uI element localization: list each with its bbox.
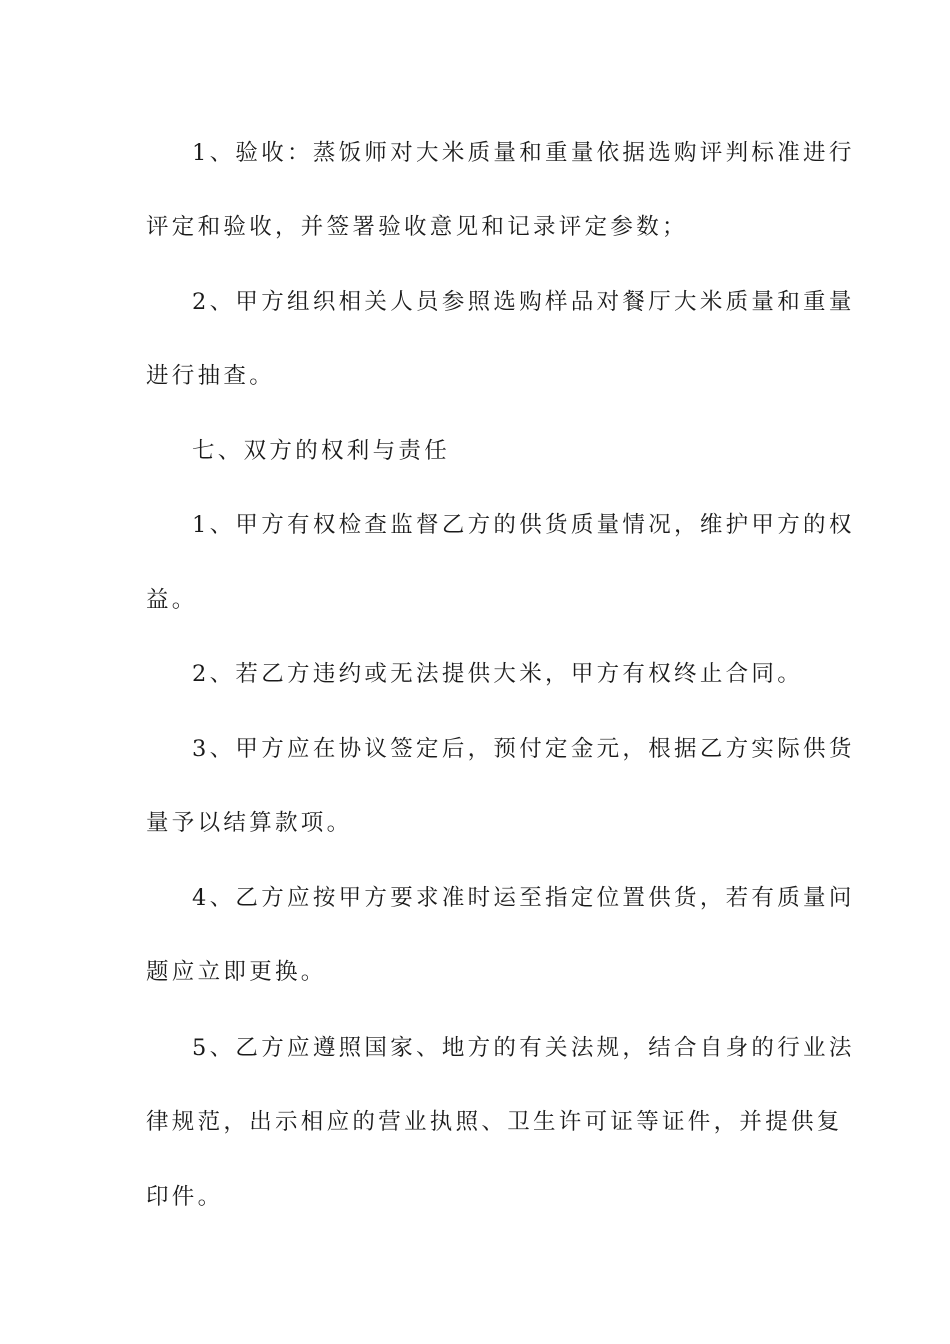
paragraph-line: 评定和验收，并签署验收意见和记录评定参数； <box>146 214 688 240</box>
paragraph-line: 4、乙方应按甲方要求准时运至指定位置供货，若有质量问 <box>192 885 855 911</box>
paragraph-line: 5、乙方应遵照国家、地方的有关法规，结合自身的行业法 <box>192 1035 855 1061</box>
paragraph-line: 2、甲方组织相关人员参照选购样品对餐厅大米质量和重量 <box>192 289 855 315</box>
paragraph-line: 律规范，出示相应的营业执照、卫生许可证等证件，并提供复 <box>146 1109 843 1135</box>
paragraph-line: 2、若乙方违约或无法提供大米，甲方有权终止合同。 <box>192 661 804 687</box>
paragraph-line: 量予以结算款项。 <box>146 810 353 836</box>
paragraph-line: 题应立即更换。 <box>146 959 327 985</box>
paragraph-line: 3、甲方应在协议签定后，预付定金元，根据乙方实际供货 <box>192 736 855 762</box>
paragraph-line: 益。 <box>146 587 198 613</box>
paragraph-line: 印件。 <box>146 1184 224 1210</box>
section-heading: 七、双方的权利与责任 <box>192 438 451 464</box>
paragraph-line: 1、验收：蒸饭师对大米质量和重量依据选购评判标准进行 <box>192 140 855 166</box>
paragraph-line: 1、甲方有权检查监督乙方的供货质量情况，维护甲方的权 <box>192 512 855 538</box>
paragraph-line: 进行抽查。 <box>146 363 276 389</box>
